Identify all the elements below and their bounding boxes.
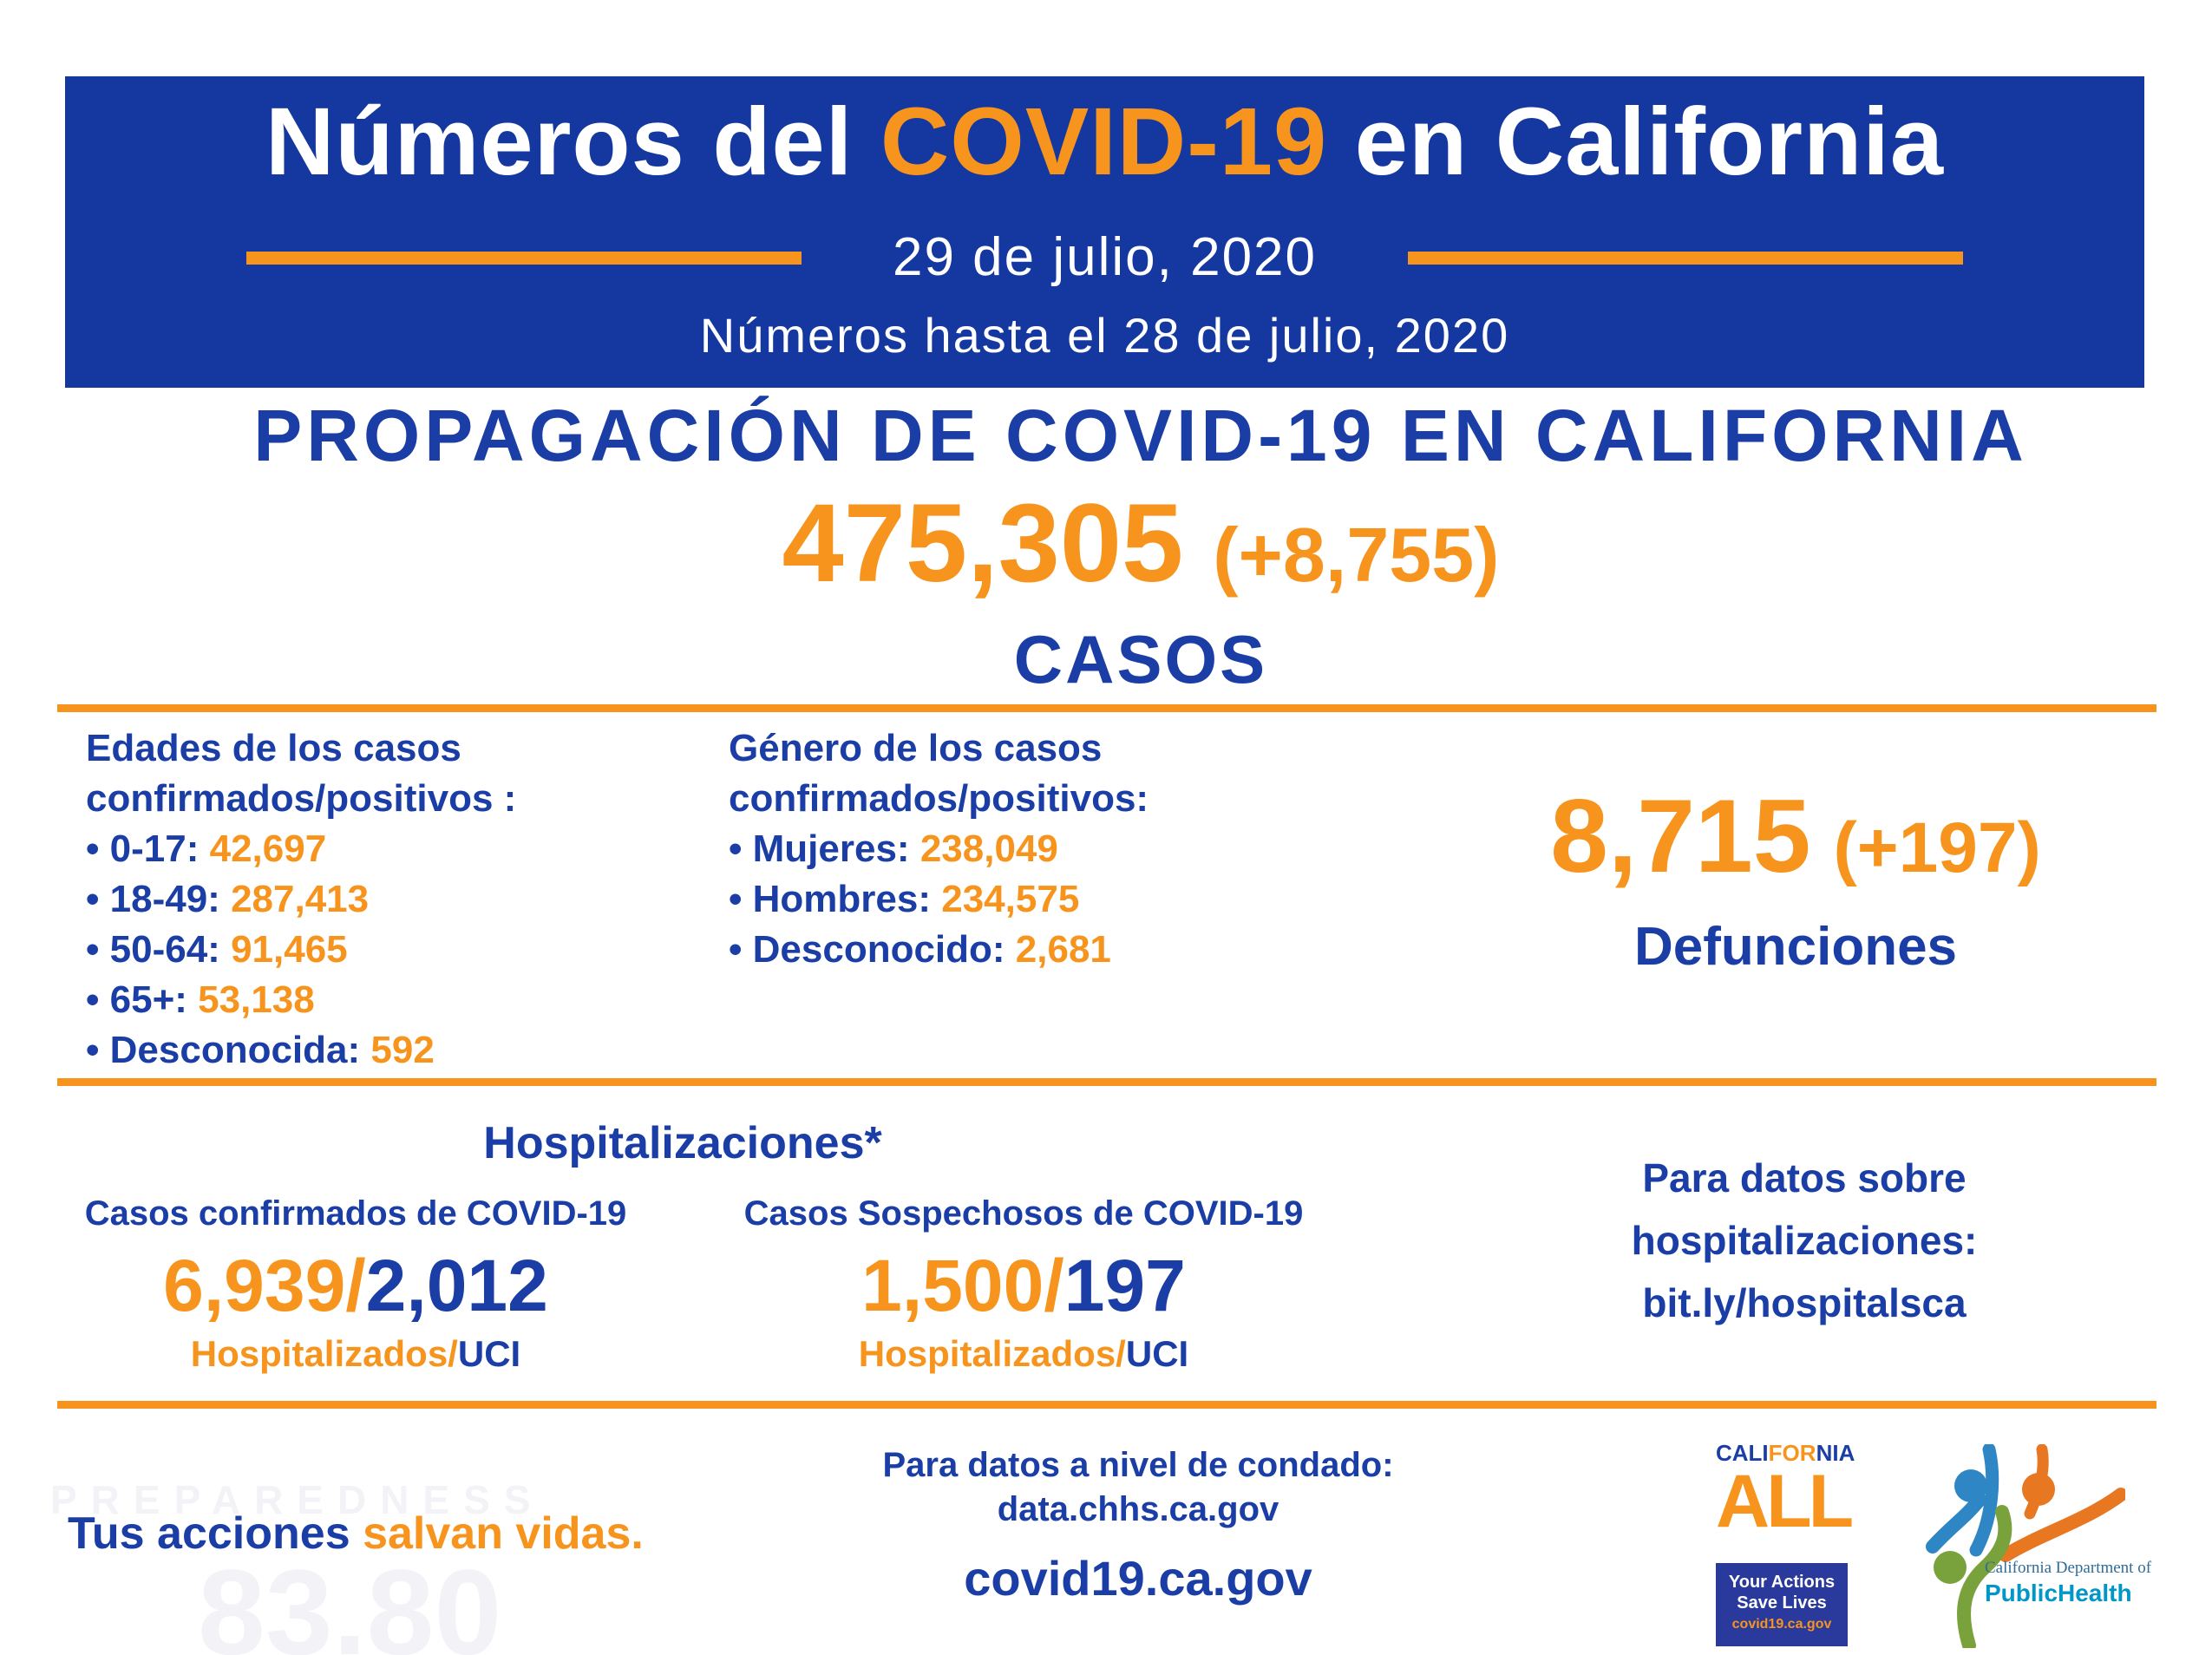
gender-header-line2: confirmados/positivos: [729,777,1149,820]
age-value: 592 [370,1029,435,1071]
deaths-label: Defunciones [1633,917,1958,977]
ca-wordmark-cali: CALI [1716,1440,1769,1466]
list-item [729,874,1149,925]
age-label: • 50-64: [86,928,220,971]
age-label: • Desconocida: [86,1029,361,1071]
cdph-figures-icon [1908,1444,2125,1648]
ca-wordmark-for: FOR [1768,1440,1816,1466]
age-value: 53,138 [198,978,315,1021]
hosp-confirmed-icu: 2,012 [365,1245,548,1326]
banner-title [65,90,2144,194]
background-watermark-text: PREPAREDNESS [50,1477,545,1522]
age-label: • 65+: [86,978,187,1021]
banner-title-post: en California [1327,88,1944,195]
hosp-info-block [1475,1147,2134,1334]
section-divider-middle [57,1078,2156,1086]
hosp-suspected-value [720,1240,1327,1331]
total-cases-value: 475,305 [782,481,1184,605]
box-url: covid19.ca.gov [1731,1617,1832,1632]
actions-slogan [68,1508,644,1560]
banner-subdate: Números hasta el 28 de julio, 2020 [699,308,1510,363]
header-banner [65,76,2144,388]
gender-value: 238,049 [919,828,1058,870]
gender-label: • Hombres: [729,878,931,920]
hosp-info-url: bit.ly/hospitalsca [1642,1280,1967,1325]
ages-header-line2: confirmados/positivos : [86,777,517,820]
box-line1: Your Actions [1728,1573,1836,1592]
hosp-info-line1: Para datos sobre [1642,1155,1967,1200]
deaths-total-value: 8,715 [1550,778,1811,894]
deaths-total-line [1423,779,2169,906]
background-watermark-number: 83.80 [198,1544,502,1655]
county-data-url: data.chhs.ca.gov [997,1490,1279,1528]
list-item [86,874,516,925]
list-item [729,824,1149,874]
list-item [86,925,516,975]
hosp-suspected-sublabel [720,1332,1327,1376]
date-bar-left [246,252,802,265]
county-data-block [852,1442,1424,1606]
banner-title-pre: Números del [265,88,880,195]
hosp-suspected-icu: 197 [1063,1245,1186,1326]
your-actions-save-lives-box [1716,1563,1848,1646]
spread-title: PROPAGACIÓN DE COVID-19 EN CALIFORNIA [253,395,2028,476]
hosp-suspected-hospitalized: 1,500/ [861,1245,1064,1326]
age-label: • 18-49: [86,878,220,920]
box-line2: Save Lives [1737,1593,1827,1612]
age-value: 42,697 [209,828,327,870]
gender-value: 2,681 [1015,928,1111,971]
hosp-confirmed-hospitalized: 6,939/ [163,1245,366,1326]
hosp-confirmed-header: Casos confirmados de COVID-19 [84,1194,627,1233]
hosp-suspected-column [720,1194,1327,1376]
banner-title-covid19-highlight: COVID-19 [880,88,1328,195]
section-divider-top [57,704,2156,712]
total-cases-line [69,479,2212,620]
gender-header-line1: Género de los casos [729,727,1103,769]
cdph-org-line1: California Department of [1985,1559,2152,1577]
banner-date-row [65,229,2144,286]
deaths-delta: (+197) [1833,808,2041,887]
cdph-org-line2: PublicHealth [1985,1580,2132,1606]
age-value: 287,413 [231,878,370,920]
hosp-confirmed-value [52,1240,659,1331]
hosp-confirmed-column [52,1194,659,1376]
banner-date: 29 de julio, 2020 [892,227,1318,287]
ca-wordmark-nia: NIA [1816,1440,1855,1466]
ca-all-word: ALL [1716,1460,1851,1543]
hospitalizations-title: Hospitalizaciones* [483,1118,882,1168]
cases-label: CASOS [1013,621,1268,697]
covid19-site-url: covid19.ca.gov [964,1551,1312,1606]
hosp-info-line2: hospitalizaciones: [1631,1218,1978,1263]
gender-column [729,723,1149,975]
hosp-suspected-header: Casos Sospechosos de COVID-19 [743,1194,1304,1233]
gender-label: • Mujeres: [729,828,910,870]
ages-column [86,723,516,1076]
list-item [86,975,516,1025]
gender-value: 234,575 [941,878,1080,920]
total-cases-delta: (+8,755) [1213,512,1500,598]
actions-slogan-orange: salvan vidas. [363,1508,644,1559]
county-data-line1: Para datos a nivel de condado: [882,1446,1394,1484]
deaths-block [1423,779,2169,977]
age-value: 91,465 [231,928,348,971]
date-bar-right [1408,252,1963,265]
hospitalized-label: Hospitalizados/ [190,1333,458,1374]
list-item [86,824,516,874]
list-item [86,1025,516,1076]
ages-header-line1: Edades de los casos [86,727,461,769]
california-all-logo [1716,1440,1855,1632]
hospitalized-label: Hospitalizados/ [858,1333,1126,1374]
actions-slogan-blue: Tus acciones [68,1508,363,1559]
hosp-confirmed-sublabel [52,1332,659,1376]
list-item [729,925,1149,975]
gender-label: • Desconocido: [729,928,1005,971]
age-label: • 0-17: [86,828,200,870]
section-divider-bottom [57,1401,2156,1409]
icu-label: UCI [1125,1333,1189,1374]
icu-label: UCI [457,1333,521,1374]
